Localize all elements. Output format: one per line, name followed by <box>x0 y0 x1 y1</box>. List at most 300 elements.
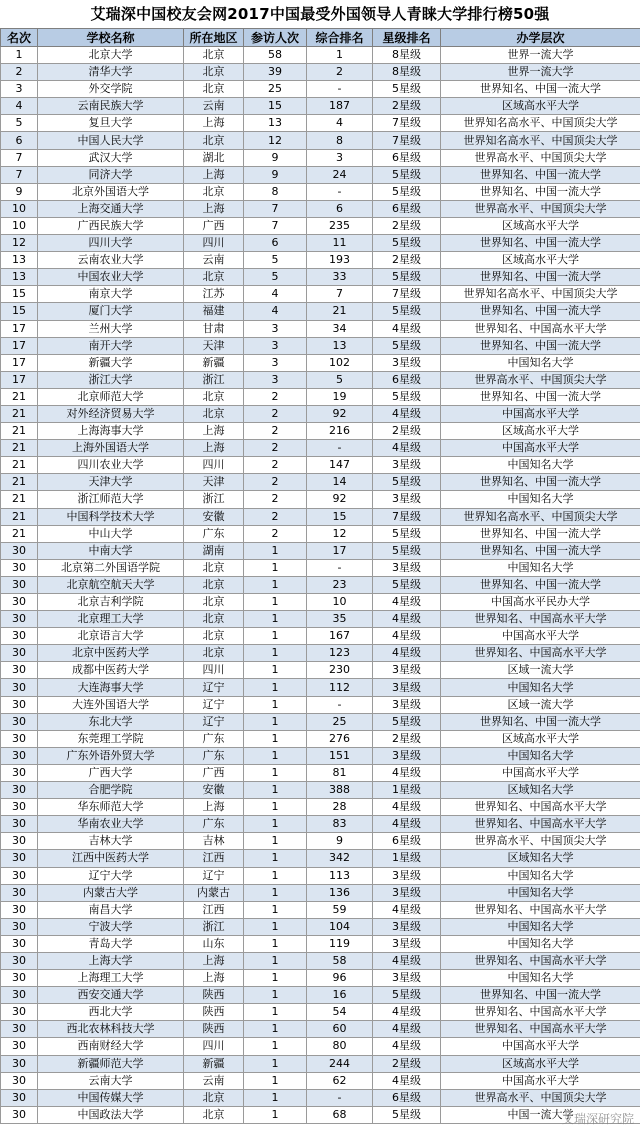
school-cell: 华东师范大学 <box>38 799 184 816</box>
visits-cell: 1 <box>244 645 307 662</box>
star-rank-cell: 6星级 <box>373 371 441 388</box>
school-cell: 江西中医药大学 <box>38 850 184 867</box>
rank-cell: 30 <box>1 935 38 952</box>
overall-rank-cell: 119 <box>307 935 373 952</box>
region-cell: 广东 <box>184 525 244 542</box>
level-cell: 世界知名、中国高水平大学 <box>441 816 640 833</box>
visits-cell: 1 <box>244 576 307 593</box>
table-row <box>1 320 640 337</box>
overall-rank-cell: 14 <box>307 474 373 491</box>
star-rank-cell: 6星级 <box>373 1089 441 1106</box>
region-cell: 广东 <box>184 816 244 833</box>
star-rank-cell: 5星级 <box>373 235 441 252</box>
watermark: 艾瑞深研究院 <box>561 1112 634 1126</box>
table-row <box>1 269 640 286</box>
school-cell: 云南农业大学 <box>38 252 184 269</box>
star-rank-cell: 3星级 <box>373 970 441 987</box>
school-cell: 西南财经大学 <box>38 1038 184 1055</box>
rank-cell: 30 <box>1 833 38 850</box>
visits-cell: 1 <box>244 782 307 799</box>
school-cell: 华南农业大学 <box>38 816 184 833</box>
rank-cell: 21 <box>1 440 38 457</box>
school-cell: 天津大学 <box>38 474 184 491</box>
visits-cell: 12 <box>244 132 307 149</box>
star-rank-cell: 3星级 <box>373 935 441 952</box>
star-rank-cell: 2星级 <box>373 98 441 115</box>
header-level: 办学层次 <box>441 29 640 47</box>
level-cell: 世界知名高水平、中国顶尖大学 <box>441 286 640 303</box>
overall-rank-cell: 23 <box>307 576 373 593</box>
school-cell: 清华大学 <box>38 64 184 81</box>
level-cell: 中国知名大学 <box>441 918 640 935</box>
rank-cell: 17 <box>1 337 38 354</box>
school-cell: 广西民族大学 <box>38 217 184 234</box>
visits-cell: 1 <box>244 696 307 713</box>
level-cell: 区域高水平大学 <box>441 252 640 269</box>
school-cell: 宁波大学 <box>38 918 184 935</box>
table-row <box>1 115 640 132</box>
visits-cell: 1 <box>244 1021 307 1038</box>
school-cell: 中山大学 <box>38 525 184 542</box>
table-row <box>1 764 640 781</box>
visits-cell: 2 <box>244 474 307 491</box>
overall-rank-cell: 17 <box>307 542 373 559</box>
level-cell: 世界知名、中国一流大学 <box>441 81 640 98</box>
level-cell: 中国知名大学 <box>441 884 640 901</box>
school-cell: 中南大学 <box>38 542 184 559</box>
overall-rank-cell: 244 <box>307 1055 373 1072</box>
rank-cell: 30 <box>1 867 38 884</box>
rank-cell: 30 <box>1 918 38 935</box>
region-cell: 四川 <box>184 662 244 679</box>
rank-cell: 10 <box>1 200 38 217</box>
rank-cell: 15 <box>1 286 38 303</box>
star-rank-cell: 4星级 <box>373 405 441 422</box>
star-rank-cell: 5星级 <box>373 576 441 593</box>
rank-cell: 21 <box>1 405 38 422</box>
star-rank-cell: 5星级 <box>373 166 441 183</box>
rank-cell: 30 <box>1 559 38 576</box>
region-cell: 广西 <box>184 217 244 234</box>
school-cell: 中国农业大学 <box>38 269 184 286</box>
rank-cell: 30 <box>1 1021 38 1038</box>
region-cell: 浙江 <box>184 371 244 388</box>
overall-rank-cell: 60 <box>307 1021 373 1038</box>
table-row <box>1 64 640 81</box>
overall-rank-cell: 59 <box>307 901 373 918</box>
star-rank-cell: 4星级 <box>373 901 441 918</box>
star-rank-cell: 4星级 <box>373 799 441 816</box>
table-row <box>1 508 640 525</box>
star-rank-cell: 4星级 <box>373 764 441 781</box>
region-cell: 陕西 <box>184 1021 244 1038</box>
overall-rank-cell: 235 <box>307 217 373 234</box>
overall-rank-cell: 102 <box>307 354 373 371</box>
region-cell: 上海 <box>184 952 244 969</box>
overall-rank-cell: 10 <box>307 594 373 611</box>
rank-cell: 21 <box>1 423 38 440</box>
level-cell: 世界高水平、中国顶尖大学 <box>441 149 640 166</box>
table-row <box>1 440 640 457</box>
header-rank: 名次 <box>1 29 38 47</box>
table-row <box>1 662 640 679</box>
table-row <box>1 970 640 987</box>
star-rank-cell: 3星级 <box>373 918 441 935</box>
level-cell: 中国知名大学 <box>441 559 640 576</box>
table-row <box>1 782 640 799</box>
level-cell: 世界知名、中国高水平大学 <box>441 645 640 662</box>
visits-cell: 1 <box>244 901 307 918</box>
overall-rank-cell: 9 <box>307 833 373 850</box>
rank-cell: 30 <box>1 713 38 730</box>
star-rank-cell: 3星级 <box>373 559 441 576</box>
level-cell: 中国知名大学 <box>441 747 640 764</box>
level-cell: 世界知名、中国一流大学 <box>441 388 640 405</box>
rank-cell: 17 <box>1 371 38 388</box>
star-rank-cell: 2星级 <box>373 730 441 747</box>
school-cell: 北京第二外国语学院 <box>38 559 184 576</box>
visits-cell: 1 <box>244 1089 307 1106</box>
region-cell: 北京 <box>184 611 244 628</box>
visits-cell: 1 <box>244 1072 307 1089</box>
level-cell: 中国一流大学 <box>441 1106 640 1123</box>
rank-cell: 30 <box>1 901 38 918</box>
overall-rank-cell: 19 <box>307 388 373 405</box>
rank-cell: 30 <box>1 747 38 764</box>
visits-cell: 1 <box>244 799 307 816</box>
level-cell: 中国知名大学 <box>441 457 640 474</box>
school-cell: 中国政法大学 <box>38 1106 184 1123</box>
region-cell: 陕西 <box>184 1004 244 1021</box>
star-rank-cell: 6星级 <box>373 149 441 166</box>
rank-cell: 30 <box>1 782 38 799</box>
star-rank-cell: 5星级 <box>373 525 441 542</box>
table-row <box>1 149 640 166</box>
school-cell: 云南民族大学 <box>38 98 184 115</box>
visits-cell: 1 <box>244 559 307 576</box>
visits-cell: 4 <box>244 303 307 320</box>
rank-cell: 21 <box>1 508 38 525</box>
overall-rank-cell: 4 <box>307 115 373 132</box>
region-cell: 辽宁 <box>184 679 244 696</box>
school-cell: 大连海事大学 <box>38 679 184 696</box>
overall-rank-cell: 187 <box>307 98 373 115</box>
school-cell: 兰州大学 <box>38 320 184 337</box>
rank-cell: 30 <box>1 662 38 679</box>
rank-cell: 30 <box>1 884 38 901</box>
visits-cell: 1 <box>244 1038 307 1055</box>
table-row <box>1 303 640 320</box>
school-cell: 北京理工大学 <box>38 611 184 628</box>
rank-cell: 30 <box>1 542 38 559</box>
overall-rank-cell: 388 <box>307 782 373 799</box>
star-rank-cell: 8星级 <box>373 47 441 64</box>
star-rank-cell: 4星级 <box>373 816 441 833</box>
rank-cell: 6 <box>1 132 38 149</box>
rank-cell: 30 <box>1 576 38 593</box>
level-cell: 世界知名、中国高水平大学 <box>441 611 640 628</box>
header-star-rank: 星级排名 <box>373 29 441 47</box>
region-cell: 四川 <box>184 235 244 252</box>
school-cell: 对外经济贸易大学 <box>38 405 184 422</box>
rank-cell: 1 <box>1 47 38 64</box>
rank-cell: 30 <box>1 730 38 747</box>
region-cell: 云南 <box>184 1072 244 1089</box>
visits-cell: 5 <box>244 269 307 286</box>
rank-cell: 30 <box>1 611 38 628</box>
visits-cell: 7 <box>244 200 307 217</box>
rank-cell: 30 <box>1 1106 38 1123</box>
table-row <box>1 918 640 935</box>
rank-cell: 12 <box>1 235 38 252</box>
region-cell: 安徽 <box>184 782 244 799</box>
region-cell: 北京 <box>184 559 244 576</box>
visits-cell: 9 <box>244 149 307 166</box>
overall-rank-cell: 8 <box>307 132 373 149</box>
star-rank-cell: 4星级 <box>373 440 441 457</box>
region-cell: 江西 <box>184 901 244 918</box>
star-rank-cell: 7星级 <box>373 132 441 149</box>
overall-rank-cell: 167 <box>307 628 373 645</box>
level-cell: 世界知名、中国一流大学 <box>441 713 640 730</box>
visits-cell: 1 <box>244 833 307 850</box>
table-row <box>1 713 640 730</box>
level-cell: 世界知名、中国一流大学 <box>441 166 640 183</box>
region-cell: 北京 <box>184 405 244 422</box>
star-rank-cell: 2星级 <box>373 423 441 440</box>
level-cell: 中国知名大学 <box>441 679 640 696</box>
school-cell: 外交学院 <box>38 81 184 98</box>
table-row <box>1 457 640 474</box>
rank-cell: 30 <box>1 970 38 987</box>
school-cell: 云南大学 <box>38 1072 184 1089</box>
star-rank-cell: 2星级 <box>373 217 441 234</box>
region-cell: 上海 <box>184 200 244 217</box>
rank-cell: 30 <box>1 1004 38 1021</box>
star-rank-cell: 1星级 <box>373 850 441 867</box>
overall-rank-cell: 80 <box>307 1038 373 1055</box>
region-cell: 上海 <box>184 166 244 183</box>
school-cell: 西北农林科技大学 <box>38 1021 184 1038</box>
level-cell: 世界知名、中国一流大学 <box>441 269 640 286</box>
rank-cell: 21 <box>1 474 38 491</box>
level-cell: 世界高水平、中国顶尖大学 <box>441 200 640 217</box>
school-cell: 吉林大学 <box>38 833 184 850</box>
level-cell: 区域高水平大学 <box>441 217 640 234</box>
region-cell: 辽宁 <box>184 696 244 713</box>
rank-cell: 5 <box>1 115 38 132</box>
visits-cell: 2 <box>244 525 307 542</box>
table-row <box>1 166 640 183</box>
table-row <box>1 132 640 149</box>
rank-cell: 17 <box>1 320 38 337</box>
table-row <box>1 525 640 542</box>
region-cell: 云南 <box>184 98 244 115</box>
star-rank-cell: 6星级 <box>373 833 441 850</box>
level-cell: 区域知名大学 <box>441 850 640 867</box>
table-row <box>1 47 640 64</box>
overall-rank-cell: 112 <box>307 679 373 696</box>
level-cell: 中国知名大学 <box>441 491 640 508</box>
school-cell: 上海外国语大学 <box>38 440 184 457</box>
school-cell: 辽宁大学 <box>38 867 184 884</box>
visits-cell: 3 <box>244 320 307 337</box>
overall-rank-cell: 136 <box>307 884 373 901</box>
region-cell: 江苏 <box>184 286 244 303</box>
level-cell: 中国高水平民办大学 <box>441 594 640 611</box>
region-cell: 江西 <box>184 850 244 867</box>
visits-cell: 1 <box>244 987 307 1004</box>
table-row <box>1 423 640 440</box>
star-rank-cell: 7星级 <box>373 508 441 525</box>
star-rank-cell: 7星级 <box>373 115 441 132</box>
region-cell: 湖南 <box>184 542 244 559</box>
level-cell: 区域高水平大学 <box>441 423 640 440</box>
overall-rank-cell: 33 <box>307 269 373 286</box>
star-rank-cell: 5星级 <box>373 337 441 354</box>
level-cell: 世界高水平、中国顶尖大学 <box>441 371 640 388</box>
school-cell: 北京师范大学 <box>38 388 184 405</box>
level-cell: 中国高水平大学 <box>441 405 640 422</box>
visits-cell: 39 <box>244 64 307 81</box>
region-cell: 上海 <box>184 970 244 987</box>
rank-cell: 30 <box>1 952 38 969</box>
region-cell: 四川 <box>184 457 244 474</box>
school-cell: 东北大学 <box>38 713 184 730</box>
region-cell: 安徽 <box>184 508 244 525</box>
school-cell: 四川农业大学 <box>38 457 184 474</box>
overall-rank-cell: 58 <box>307 952 373 969</box>
overall-rank-cell: 151 <box>307 747 373 764</box>
rank-cell: 30 <box>1 594 38 611</box>
overall-rank-cell: - <box>307 559 373 576</box>
school-cell: 西安交通大学 <box>38 987 184 1004</box>
overall-rank-cell: 34 <box>307 320 373 337</box>
level-cell: 区域一流大学 <box>441 662 640 679</box>
school-cell: 新疆大学 <box>38 354 184 371</box>
rank-cell: 10 <box>1 217 38 234</box>
overall-rank-cell: 123 <box>307 645 373 662</box>
visits-cell: 1 <box>244 764 307 781</box>
level-cell: 世界知名、中国一流大学 <box>441 576 640 593</box>
rank-cell: 30 <box>1 1038 38 1055</box>
overall-rank-cell: 12 <box>307 525 373 542</box>
school-cell: 北京大学 <box>38 47 184 64</box>
level-cell: 世界一流大学 <box>441 47 640 64</box>
overall-rank-cell: - <box>307 183 373 200</box>
visits-cell: 8 <box>244 183 307 200</box>
region-cell: 内蒙古 <box>184 884 244 901</box>
level-cell: 世界知名、中国一流大学 <box>441 525 640 542</box>
visits-cell: 1 <box>244 952 307 969</box>
table-row <box>1 200 640 217</box>
table-row <box>1 1004 640 1021</box>
overall-rank-cell: 7 <box>307 286 373 303</box>
overall-rank-cell: 11 <box>307 235 373 252</box>
rank-cell: 30 <box>1 645 38 662</box>
region-cell: 北京 <box>184 1106 244 1123</box>
table-row <box>1 542 640 559</box>
level-cell: 世界知名、中国一流大学 <box>441 474 640 491</box>
school-cell: 北京吉利学院 <box>38 594 184 611</box>
star-rank-cell: 4星级 <box>373 1038 441 1055</box>
overall-rank-cell: 5 <box>307 371 373 388</box>
level-cell: 区域高水平大学 <box>441 98 640 115</box>
overall-rank-cell: 342 <box>307 850 373 867</box>
level-cell: 世界知名、中国一流大学 <box>441 183 640 200</box>
school-cell: 厦门大学 <box>38 303 184 320</box>
star-rank-cell: 4星级 <box>373 1004 441 1021</box>
visits-cell: 1 <box>244 867 307 884</box>
school-cell: 北京外国语大学 <box>38 183 184 200</box>
header-visits: 参访人次 <box>244 29 307 47</box>
visits-cell: 1 <box>244 730 307 747</box>
table-row <box>1 867 640 884</box>
overall-rank-cell: 62 <box>307 1072 373 1089</box>
school-cell: 南京大学 <box>38 286 184 303</box>
level-cell: 世界知名、中国高水平大学 <box>441 799 640 816</box>
visits-cell: 1 <box>244 850 307 867</box>
region-cell: 浙江 <box>184 491 244 508</box>
overall-rank-cell: 113 <box>307 867 373 884</box>
table-row <box>1 559 640 576</box>
star-rank-cell: 5星级 <box>373 81 441 98</box>
overall-rank-cell: 147 <box>307 457 373 474</box>
rank-cell: 30 <box>1 764 38 781</box>
region-cell: 新疆 <box>184 1055 244 1072</box>
region-cell: 甘肃 <box>184 320 244 337</box>
table-row <box>1 884 640 901</box>
rank-cell: 3 <box>1 81 38 98</box>
star-rank-cell: 3星级 <box>373 884 441 901</box>
visits-cell: 1 <box>244 816 307 833</box>
school-cell: 北京中医药大学 <box>38 645 184 662</box>
rank-cell: 30 <box>1 1055 38 1072</box>
school-cell: 武汉大学 <box>38 149 184 166</box>
level-cell: 世界知名、中国高水平大学 <box>441 901 640 918</box>
overall-rank-cell: 81 <box>307 764 373 781</box>
star-rank-cell: 3星级 <box>373 867 441 884</box>
table-row <box>1 730 640 747</box>
region-cell: 北京 <box>184 47 244 64</box>
rank-cell: 21 <box>1 525 38 542</box>
school-cell: 中国科学技术大学 <box>38 508 184 525</box>
region-cell: 北京 <box>184 64 244 81</box>
table-row <box>1 696 640 713</box>
school-cell: 广东外语外贸大学 <box>38 747 184 764</box>
header-overall-rank: 综合排名 <box>307 29 373 47</box>
level-cell: 世界知名、中国一流大学 <box>441 987 640 1004</box>
region-cell: 云南 <box>184 252 244 269</box>
overall-rank-cell: 25 <box>307 713 373 730</box>
star-rank-cell: 3星级 <box>373 491 441 508</box>
table-row <box>1 1072 640 1089</box>
table-row <box>1 799 640 816</box>
star-rank-cell: 3星级 <box>373 457 441 474</box>
visits-cell: 2 <box>244 388 307 405</box>
table-row <box>1 628 640 645</box>
overall-rank-cell: 276 <box>307 730 373 747</box>
level-cell: 中国知名大学 <box>441 935 640 952</box>
star-rank-cell: 3星级 <box>373 662 441 679</box>
overall-rank-cell: 92 <box>307 405 373 422</box>
school-cell: 东莞理工学院 <box>38 730 184 747</box>
region-cell: 四川 <box>184 1038 244 1055</box>
level-cell: 区域一流大学 <box>441 696 640 713</box>
overall-rank-cell: 16 <box>307 987 373 1004</box>
rank-cell: 30 <box>1 987 38 1004</box>
rank-cell: 30 <box>1 816 38 833</box>
